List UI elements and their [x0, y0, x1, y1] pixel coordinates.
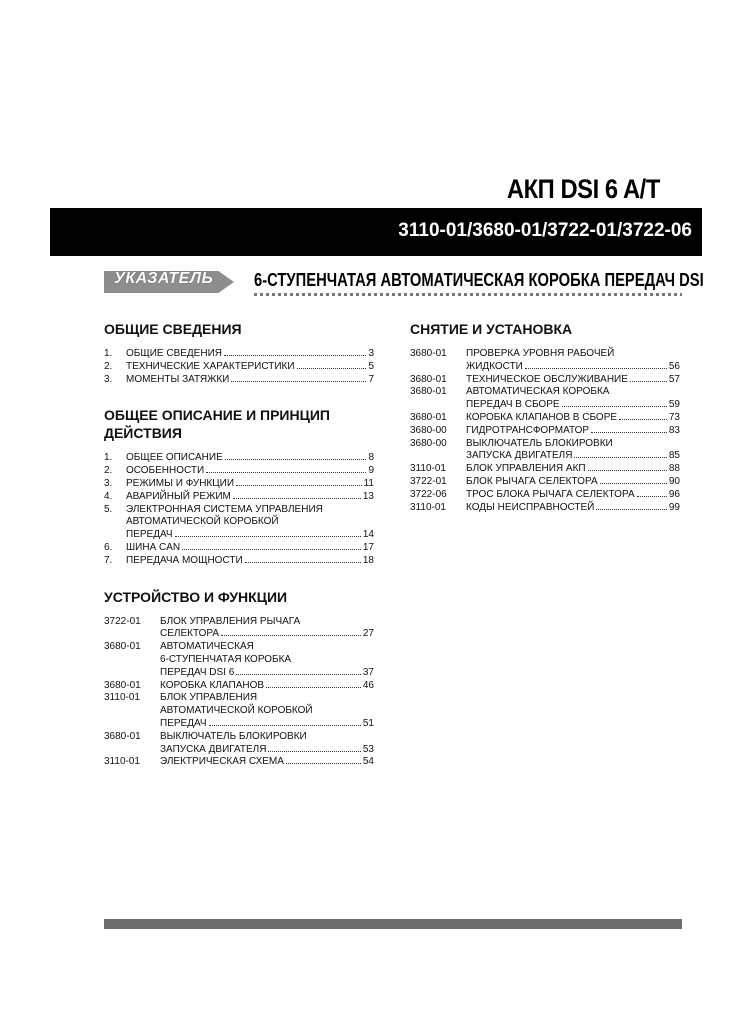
entry-page: 73 — [668, 411, 680, 423]
dot-leader — [637, 496, 667, 497]
dot-leader — [600, 483, 667, 484]
entry-page: 9 — [368, 465, 374, 477]
entry-title: ТЕХНИЧЕСКОЕ ОБСЛУЖИВАНИЕ — [466, 373, 628, 385]
toc-section — [104, 406, 374, 567]
entry-number: 2. — [104, 360, 113, 372]
dot-leader — [619, 419, 667, 420]
entry-page: 59 — [668, 399, 680, 411]
entry-page: 53 — [362, 743, 374, 755]
entry-title: ТРОС БЛОКА РЫЧАГА СЕЛЕКТОРА — [466, 488, 635, 500]
entry-title: БЛОК РЫЧАГА СЕЛЕКТОРА — [466, 475, 598, 487]
entry-title: ЭЛЕКТРИЧЕСКАЯ СХЕМА — [160, 756, 284, 768]
entry-title: АВТОМАТИЧЕСКАЯ — [160, 641, 254, 653]
toc-entry[interactable] — [410, 412, 680, 425]
entry-page: 85 — [668, 450, 680, 462]
entry-title: ПЕРЕДАЧА МОЩНОСТИ — [126, 554, 243, 566]
dot-leader — [206, 472, 366, 473]
entry-code: 3722-06 — [410, 488, 447, 500]
toc-list — [104, 452, 374, 567]
entry-page: 37 — [362, 666, 374, 678]
entry-title: ЗАПУСКА ДВИГАТЕЛЯ — [466, 450, 573, 462]
dot-leader — [286, 763, 361, 764]
toc-entry[interactable] — [104, 692, 374, 730]
dot-leader — [175, 536, 361, 537]
entry-page: 17 — [362, 541, 374, 553]
toc-entry[interactable] — [104, 465, 374, 478]
toc-section — [410, 320, 680, 514]
toc-entry[interactable] — [104, 504, 374, 542]
entry-title: ОБЩЕЕ ОПИСАНИЕ — [126, 452, 223, 464]
footer-bar — [104, 919, 682, 929]
dot-leader — [236, 485, 362, 486]
entry-title: ЗАПУСКА ДВИГАТЕЛЯ — [160, 743, 267, 755]
entry-title: МОМЕНТЫ ЗАТЯЖКИ — [126, 373, 230, 385]
entry-title: ШИНА CAN — [126, 541, 181, 553]
toc-entry[interactable] — [410, 476, 680, 489]
dot-leader — [231, 381, 366, 382]
entry-title: КОДЫ НЕИСПРАВНОСТЕЙ — [466, 501, 595, 513]
entry-code: 3680-01 — [410, 348, 447, 359]
toc-entry[interactable] — [104, 452, 374, 465]
entry-title: БЛОК УПРАВЛЕНИЯ — [160, 692, 258, 704]
entry-title: ГИДРОТРАНСФОРМАТОР — [466, 424, 590, 436]
entry-title: ОСОБЕННОСТИ — [126, 465, 205, 477]
toc-list — [104, 616, 374, 770]
entry-title: ЭЛЕКТРОННАЯ СИСТЕМА УПРАВЛЕНИЯ — [126, 503, 323, 515]
index-tab-label: УКАЗАТЕЛЬ — [114, 270, 214, 287]
entry-number: 4. — [104, 490, 113, 502]
toc-entry[interactable] — [410, 489, 680, 502]
toc-entry[interactable] — [104, 374, 374, 387]
dot-leader — [525, 368, 667, 369]
dot-leader — [182, 549, 361, 550]
toc-entry[interactable] — [410, 463, 680, 476]
section-heading: ОБЩЕЕ ОПИСАНИЕ И ПРИНЦИП ДЕЙСТВИЯ — [104, 407, 330, 442]
dot-leader — [233, 498, 361, 499]
entry-page: 11 — [363, 477, 374, 489]
toc-entry[interactable] — [410, 386, 680, 412]
entry-title: АВТОМАТИЧЕСКОЙ КОРОБКОЙ — [160, 705, 313, 717]
section-heading: ОБЩИЕ СВЕДЕНИЯ — [104, 321, 242, 337]
entry-number: 3. — [104, 477, 113, 489]
toc-entry[interactable] — [104, 348, 374, 361]
toc-entry[interactable] — [104, 542, 374, 555]
entry-page: 18 — [362, 554, 374, 566]
dot-leader — [297, 368, 367, 369]
section-heading: УСТРОЙСТВО И ФУНКЦИИ — [104, 588, 288, 605]
entry-code: 3110-01 — [410, 501, 446, 513]
entry-title: ПЕРЕДАЧ DSI 6 — [160, 666, 235, 678]
dot-leader — [588, 470, 667, 471]
entry-number: 6. — [104, 541, 113, 553]
toc-entry[interactable] — [104, 680, 374, 693]
entry-page: 57 — [668, 373, 680, 385]
entry-number: 3. — [104, 373, 113, 385]
entry-number: 1. — [104, 348, 113, 359]
entry-title: ПЕРЕДАЧ — [126, 529, 173, 541]
entry-title: КОРОБКА КЛАПАНОВ В СБОРЕ — [466, 411, 618, 423]
entry-title: БЛОК УПРАВЛЕНИЯ РЫЧАГА — [160, 615, 301, 627]
section-heading: СНЯТИЕ И УСТАНОВКА — [410, 321, 573, 337]
entry-page: 8 — [368, 452, 374, 464]
toc-entry[interactable] — [104, 491, 374, 504]
toc-entry[interactable] — [104, 641, 374, 679]
toc-section — [104, 320, 374, 386]
entry-page: 90 — [668, 475, 680, 487]
entry-title: ОБЩИЕ СВЕДЕНИЯ — [126, 348, 222, 359]
dot-leader — [225, 459, 367, 460]
entry-title: ВЫКЛЮЧАТЕЛЬ БЛОКИРОВКИ — [160, 730, 307, 742]
entry-code: 3110-01 — [104, 692, 140, 704]
entry-title: РЕЖИМЫ И ФУНКЦИИ — [126, 477, 235, 489]
dot-leader — [209, 725, 361, 726]
entry-page: 54 — [362, 756, 374, 768]
entry-number: 7. — [104, 554, 113, 566]
dot-leader — [596, 509, 667, 510]
entry-title: ПЕРЕДАЧ — [160, 717, 207, 729]
entry-number: 2. — [104, 465, 113, 477]
toc-entry[interactable] — [104, 731, 374, 757]
entry-title: ПРОВЕРКА УРОВНЯ РАБОЧЕЙ — [466, 348, 615, 359]
entry-page: 13 — [362, 490, 374, 502]
entry-page: 51 — [362, 717, 374, 729]
entry-title: СЕЛЕКТОРА — [160, 628, 220, 640]
dashed-divider — [254, 293, 682, 296]
toc-entry[interactable] — [410, 348, 680, 374]
section-header — [104, 268, 704, 296]
entry-title: АВТОМАТИЧЕСКАЯ КОРОБКА — [466, 386, 610, 398]
right-column — [410, 318, 680, 514]
entry-page: 46 — [362, 679, 374, 691]
entry-number: 5. — [104, 503, 113, 515]
entry-page: 99 — [668, 501, 680, 513]
left-column — [104, 318, 374, 769]
entry-title: 6-СТУПЕНЧАТАЯ КОРОБКА — [160, 653, 292, 665]
entry-title: ВЫКЛЮЧАТЕЛЬ БЛОКИРОВКИ — [466, 437, 613, 449]
toc-entry[interactable] — [104, 756, 374, 769]
section-title: 6-СТУПЕНЧАТАЯ АВТОМАТИЧЕСКАЯ КОРОБКА ПЕРЕДАЧ DSI — [254, 270, 704, 290]
entry-page: 88 — [668, 463, 680, 475]
dot-leader — [574, 457, 666, 458]
entry-page: 83 — [668, 424, 680, 436]
entry-code: 3722-01 — [104, 615, 141, 627]
dot-leader — [591, 432, 667, 433]
entry-title: БЛОК УПРАВЛЕНИЯ АКП — [466, 463, 586, 475]
toc-list — [410, 348, 680, 514]
toc-list — [104, 348, 374, 386]
entry-code: 3680-00 — [410, 437, 447, 449]
entry-number: 1. — [104, 452, 113, 464]
entry-page: 56 — [668, 360, 680, 372]
toc-entry[interactable] — [410, 502, 680, 515]
entry-title: АВАРИЙНЫЙ РЕЖИМ — [126, 490, 231, 502]
dot-leader — [562, 406, 667, 407]
dot-leader — [630, 381, 667, 382]
entry-title: КОРОБКА КЛАПАНОВ — [160, 679, 265, 691]
entry-code: 3110-01 — [104, 756, 140, 768]
entry-code: 3680-01 — [104, 730, 141, 742]
toc-entry[interactable] — [104, 616, 374, 642]
document-title: АКП DSI 6 A/T — [506, 174, 660, 204]
entry-page: 3 — [368, 348, 374, 359]
entry-code: 3680-01 — [104, 679, 141, 691]
entry-title: ЖИДКОСТИ — [466, 360, 523, 372]
entry-title: ПЕРЕДАЧ В СБОРЕ — [466, 399, 560, 411]
entry-code: 3680-01 — [410, 373, 447, 385]
toc-entry[interactable] — [410, 374, 680, 387]
entry-page: 7 — [368, 373, 374, 385]
entry-page: 5 — [368, 360, 374, 372]
toc-entry[interactable] — [410, 438, 680, 464]
entry-code: 3680-01 — [410, 411, 447, 423]
entry-page: 96 — [668, 488, 680, 500]
entry-code: 3110-01 — [410, 463, 446, 475]
dot-leader — [236, 674, 361, 675]
toc-entry[interactable] — [410, 425, 680, 438]
dot-leader — [221, 635, 361, 636]
entry-title: АВТОМАТИЧЕСКОЙ КОРОБКОЙ — [126, 516, 279, 528]
entry-code: 3722-01 — [410, 475, 447, 487]
entry-code: 3680-00 — [410, 424, 447, 436]
dot-leader — [266, 687, 361, 688]
dot-leader — [224, 355, 366, 356]
entry-code: 3680-01 — [410, 386, 447, 398]
toc-entry[interactable] — [104, 361, 374, 374]
toc-section — [104, 588, 374, 770]
dot-leader — [268, 751, 360, 752]
dot-leader — [245, 562, 361, 563]
entry-page: 27 — [362, 628, 374, 640]
entry-code: 3680-01 — [104, 641, 141, 653]
entry-page: 14 — [362, 529, 374, 541]
model-codes: 3110-01/3680-01/3722-01/3722-06 — [398, 220, 692, 241]
toc-entry[interactable] — [104, 478, 374, 491]
toc-entry[interactable] — [104, 555, 374, 568]
entry-title: ТЕХНИЧЕСКИЕ ХАРАКТЕРИСТИКИ — [126, 360, 295, 372]
